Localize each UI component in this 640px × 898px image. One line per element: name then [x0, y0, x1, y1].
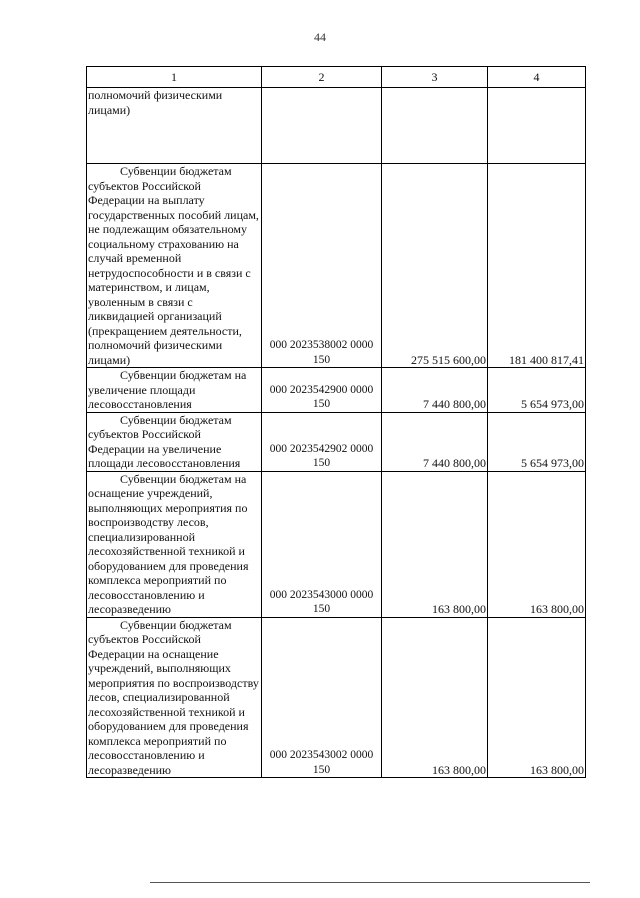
table-header-row	[87, 67, 586, 88]
row-name	[87, 164, 262, 368]
row-name-text: Субвенции бюджетам субъектов Российской Федерации на увеличение площади лесовосстановления	[88, 412, 241, 470]
row-code	[262, 88, 382, 164]
row-name-text: Субвенции бюджетам на оснащение учреждений, выполняющих мероприятия по воспроизводству лесов, специализированной лесохозяйственной техникой и оборудованием для проведения комплекса мероприятий по лесовосстановлению и лесоразведению	[88, 471, 249, 616]
table-row	[87, 412, 586, 471]
table-row	[87, 88, 586, 164]
column-header-1: 1	[87, 67, 262, 88]
row-name	[87, 412, 262, 471]
row-value-col3: 7 440 800,00	[382, 412, 488, 471]
row-value-col4: 163 800,00	[488, 617, 586, 778]
budget-table	[86, 66, 586, 778]
row-name-text: Субвенции бюджетам субъектов Российской Федерации на оснащение учреждений, выполняющих мероприятия по воспроизводству лесов, специализированной лесохозяйственной техникой и оборудованием для проведения комплекса мероприятий по лесовосстановлению и лесоразведению	[88, 617, 259, 777]
row-name	[87, 471, 262, 617]
row-code: 000 2023538002 0000 150	[262, 164, 382, 368]
row-value-col3: 275 515 600,00	[382, 164, 488, 368]
column-header-3: 3	[382, 67, 488, 88]
row-value-col4: 163 800,00	[488, 471, 586, 617]
column-header-4: 4	[488, 67, 586, 88]
row-name	[87, 368, 262, 413]
table-row	[87, 164, 586, 368]
row-value-col3	[382, 88, 488, 164]
page-number: 44	[314, 30, 326, 44]
row-value-col3: 163 800,00	[382, 471, 488, 617]
table-row	[87, 471, 586, 617]
table-row	[87, 617, 586, 778]
row-name: полномочий физическими лицами)	[87, 88, 262, 164]
row-value-col4: 181 400 817,41	[488, 164, 586, 368]
row-code: 000 2023543002 0000 150	[262, 617, 382, 778]
row-value-col4: 5 654 973,00	[488, 368, 586, 413]
table-row	[87, 368, 586, 413]
row-value-col4	[488, 88, 586, 164]
row-name	[87, 617, 262, 778]
row-name-text: Субвенции бюджетам субъектов Российской Федерации на выплату государственных пособий лицам, не подлежащим обязательному социальному страхованию на случай временной нетрудоспособности и в связи с материнством, и лицам, уволенным в связи с ликвидацией организаций (прекращением деятельности, полномочий физическими лицами)	[88, 164, 259, 367]
column-header-2: 2	[262, 67, 382, 88]
row-code: 000 2023542902 0000 150	[262, 412, 382, 471]
row-code: 000 2023542900 0000 150	[262, 368, 382, 413]
row-name-text: Субвенции бюджетам на увеличение площади лесовосстановления	[88, 368, 247, 411]
row-value-col3: 7 440 800,00	[382, 368, 488, 413]
row-code: 000 2023543000 0000 150	[262, 471, 382, 617]
row-value-col3: 163 800,00	[382, 617, 488, 778]
page-bottom-divider	[150, 882, 590, 883]
row-value-col4: 5 654 973,00	[488, 412, 586, 471]
